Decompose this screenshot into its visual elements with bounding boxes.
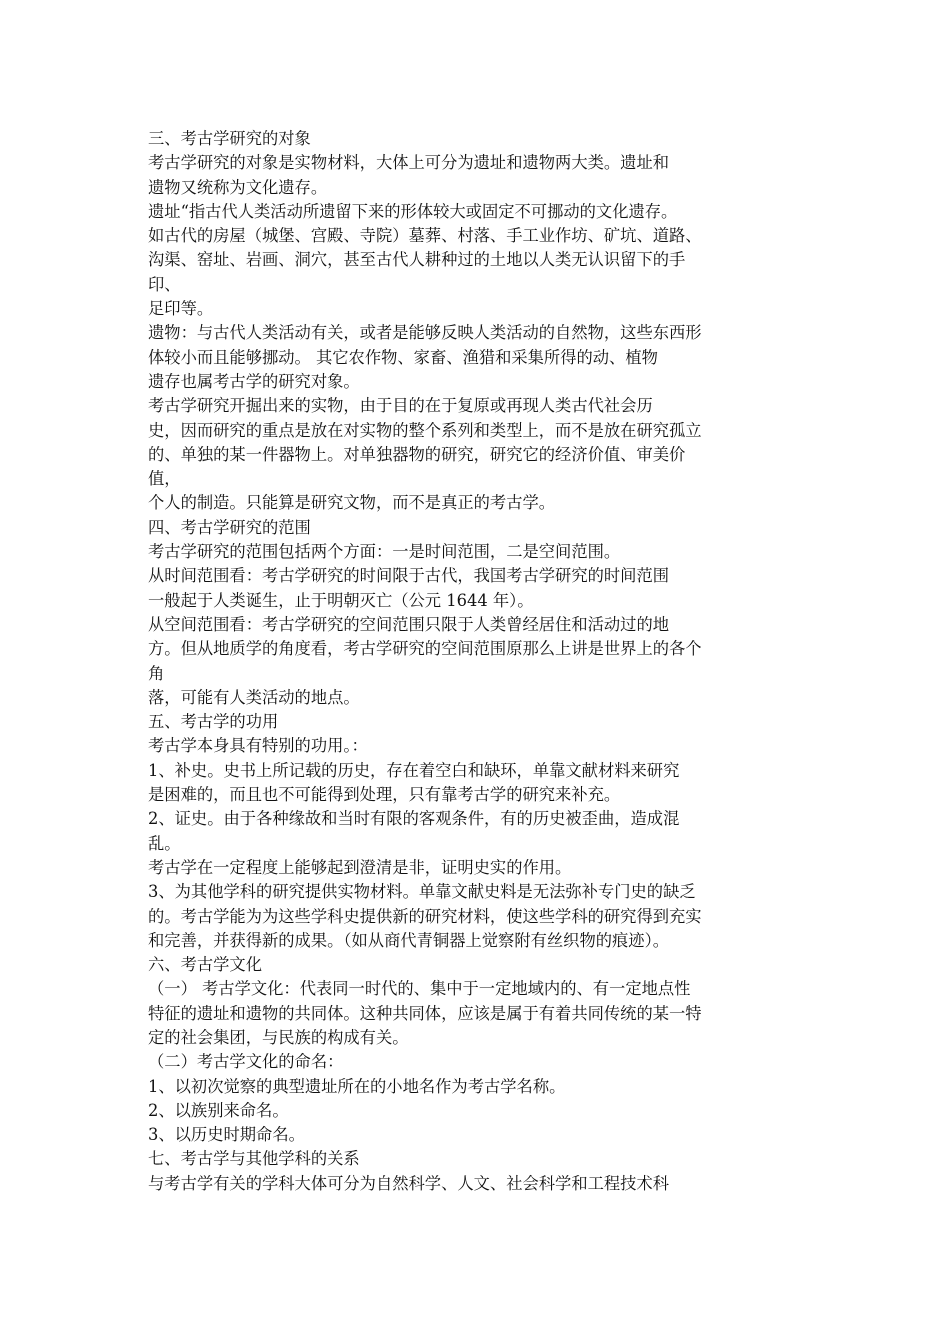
list-item-line: 1、补史。史书上所记载的历史，存在着空白和缺环，单靠文献材料来研究	[148, 760, 680, 780]
paragraph-line: 遗址“指古代人类活动所遗留下来的形体较大或固定不可挪动的文化遗存。	[148, 201, 678, 221]
paragraph-line: 考古学研究的对象是实物材料，大体上可分为遗址和遗物两大类。遗址和	[148, 153, 670, 173]
paragraph-line: 从时间范围看：考古学研究的时间限于古代，我国考古学研究的时间范围	[148, 566, 670, 586]
paragraph-line: 个人的制造。只能算是研究文物，而不是真正的考古学。	[148, 493, 556, 513]
paragraph-line: 体较小而且能够挪动。 其它农作物、家畜、渔猎和采集所得的动、植物	[148, 347, 658, 367]
paragraph-line: 一般起于人类诞生，止于明朝灭亡（公元 1644 年）。	[148, 590, 534, 610]
paragraph-line: 与考古学有关的学科大体可分为自然科学、人文、社会科学和工程技术科	[148, 1173, 670, 1193]
paragraph-line: 考古学研究的范围包括两个方面：一是时间范围，二是空间范围。	[148, 542, 621, 562]
paragraph-line: 沟渠、窑址、岩画、洞穴，甚至古代人耕种过的土地以人类无认识留下的手	[148, 250, 686, 270]
paragraph-line: 是困难的，而且也不可能得到处理，只有靠考古学的研究来补充。	[148, 785, 621, 805]
section-heading-4: 四、考古学研究的范围	[148, 517, 311, 537]
paragraph-line: 落，可能有人类活动的地点。	[148, 687, 360, 707]
paragraph-line: 角	[148, 663, 165, 683]
subsection-line: （一） 考古学文化：代表同一时代的、集中于一定地域内的、有一定地点性	[148, 979, 691, 999]
section-heading-5: 五、考古学的功用	[148, 712, 279, 732]
section-heading-7: 七、考古学与其他学科的关系	[148, 1149, 360, 1169]
paragraph-line: 遗物又统称为文化遗存。	[148, 177, 328, 197]
paragraph-line: 特征的遗址和遗物的共同体。这种共同体，应该是属于有着共同传统的某一特	[148, 1003, 702, 1023]
paragraph-line: 和完善，并获得新的成果。（如从商代青铜器上觉察附有丝织物的痕迹）。	[148, 930, 669, 950]
paragraph-line: 方。但从地质学的角度看，考古学研究的空间范围原那么上讲是世界上的各个	[148, 639, 702, 659]
paragraph-line: 遗存也属考古学的研究对象。	[148, 371, 360, 391]
list-item-line: 2、以族别来命名。	[148, 1100, 289, 1120]
paragraph-line: 的、单独的某一件器物上。对单独器物的研究，研究它的经济价值、审美价	[148, 444, 686, 464]
list-item-line: 2、证史。由于各种缘故和当时有限的客观条件，有的历史被歪曲，造成混	[148, 809, 680, 829]
paragraph-line: 值，	[148, 469, 181, 489]
paragraph-line: 如古代的房屋（城堡、宫殿、寺院）墓葬、村落、手工业作坊、矿坑、道路、	[148, 226, 702, 246]
paragraph-line: 的。考古学能为为这些学科史提供新的研究材料，使这些学科的研究得到充实	[148, 906, 702, 926]
section-heading-6: 六、考古学文化	[148, 955, 262, 975]
paragraph-line: 乱。	[148, 833, 181, 853]
paragraph-line: 印、	[148, 274, 181, 294]
list-item-line: 3、以历史时期命名。	[148, 1125, 305, 1145]
paragraph-line: 足印等。	[148, 299, 214, 319]
subsection-heading: （二）考古学文化的命名：	[148, 1052, 344, 1072]
document-body	[148, 127, 808, 1196]
paragraph-line: 从空间范围看：考古学研究的空间范围只限于人类曾经居住和活动过的地	[148, 614, 670, 634]
paragraph-line: 考古学在一定程度上能够起到澄清是非，证明史实的作用。	[148, 857, 572, 877]
paragraph-line: 遗物：与古代人类活动有关，或者是能够反映人类活动的自然物，这些东西形	[148, 323, 702, 343]
paragraph-line: 史，因而研究的重点是放在对实物的整个系列和类型上，而不是放在研究孤立	[148, 420, 702, 440]
list-item-line: 3、为其他学科的研究提供实物材料。单靠文献史料是无法弥补专门史的缺乏	[148, 882, 696, 902]
list-item-line: 1、以初次觉察的典型遗址所在的小地名作为考古学名称。	[148, 1076, 566, 1096]
paragraph-line: 考古学本身具有特别的功用。：	[148, 736, 368, 756]
paragraph-line: 考古学研究开掘出来的实物，由于目的在于复原或再现人类古代社会历	[148, 396, 653, 416]
section-heading-3: 三、考古学研究的对象	[148, 129, 311, 148]
paragraph-line: 定的社会集团，与民族的构成有关。	[148, 1027, 409, 1047]
